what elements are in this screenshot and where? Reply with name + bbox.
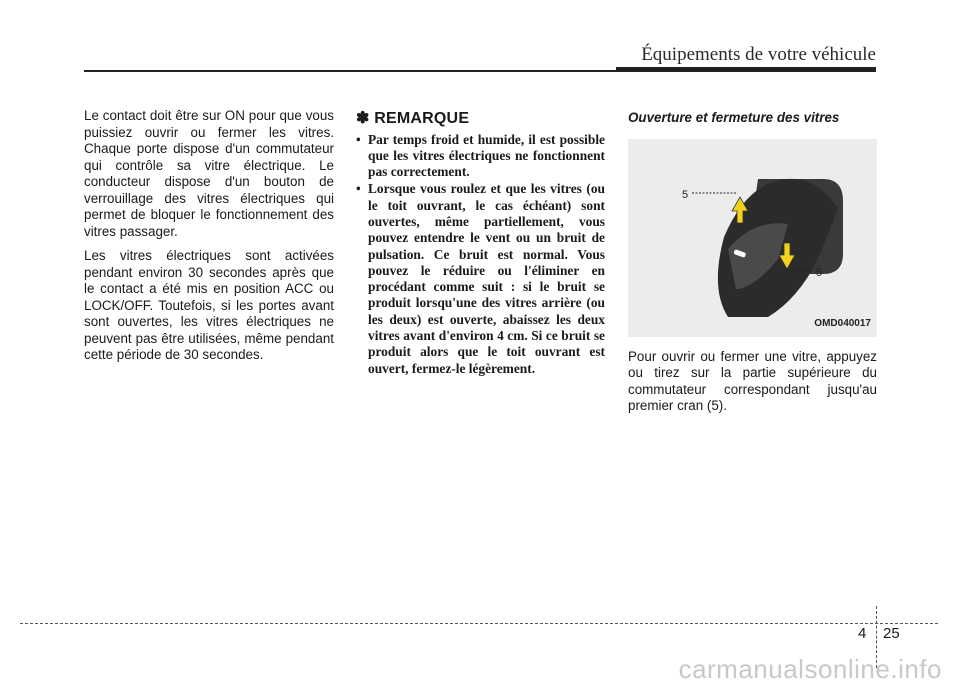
header-rule-accent [616, 67, 876, 72]
instruction-paragraph: Pour ouvrir ou fermer une vitre, appuyez ou tirez sur la partie supérieure du commutateur correspondant jusqu'au premier cran (5). [628, 348, 877, 413]
paragraph-activation: Les vitres électriques sont activées pendant environ 30 secondes après que le contact a été mis en position ACC ou LOCK/OFF. Toutefois, si les portes avant sont ouvertes, les vitres électriques ne peuvent pas être utilisées, même pendant cette période de 30 secondes. [84, 248, 334, 362]
footer-rule [20, 623, 938, 624]
page-number: 25 [883, 625, 900, 642]
left-column [84, 108, 334, 372]
figure-label-bottom: 5 [816, 266, 823, 279]
note-item-text: Par temps froid et humide, il est possible que les vitres électriques ne fonctionnent pas correctement. [368, 131, 605, 180]
watermark: carmanualsonline.info [678, 654, 942, 684]
section-subheading: Ouverture et fermeture des vitres [628, 110, 840, 125]
note-heading: ✽ REMARQUE [356, 110, 470, 127]
figure-code: OMD040017 [814, 318, 871, 329]
bullet-icon: • [356, 181, 361, 197]
figure-label-top: 5 [682, 188, 689, 201]
note-item [356, 132, 605, 181]
right-column [628, 108, 877, 415]
note-item [356, 181, 605, 377]
note-column [356, 108, 605, 378]
chapter-number: 4 [858, 625, 867, 642]
paragraph-contact: Le contact doit être sur ON pour que vous puissiez ouvrir ou fermer les vitres. Chaque porte dispose d'un commutateur qui contrôle sa vitre électrique. Le conducteur dispose d'un bouton de verrouillage des vitres électriques qui permet de bloquer le fonctionnement des vitres passager. [84, 108, 334, 239]
window-switch-illustration [628, 139, 877, 337]
bullet-icon: • [356, 131, 361, 147]
note-list [356, 132, 605, 377]
note-item-text: Lorsque vous roulez et que les vitres (ou le toit ouvrant, le cas échéant) sont ouvertes, même partiellement, vous pouvez entendre le vent ou un bruit de pulsation. Ce bruit est normal. Vous pouvez le réduire ou l'éliminer en procédant comme suit : si le bruit se produit lorsqu'une des vitres arrière (ou les deux) est ouverte, abaissez les deux vitres avant d'environ 4 cm. Si ce bruit se produit alors que le toit ouvrant est ouvert, fermez-le légèrement. [368, 181, 605, 376]
window-switch-figure [628, 139, 877, 337]
running-header-title: Équipements de votre véhicule [641, 44, 876, 65]
